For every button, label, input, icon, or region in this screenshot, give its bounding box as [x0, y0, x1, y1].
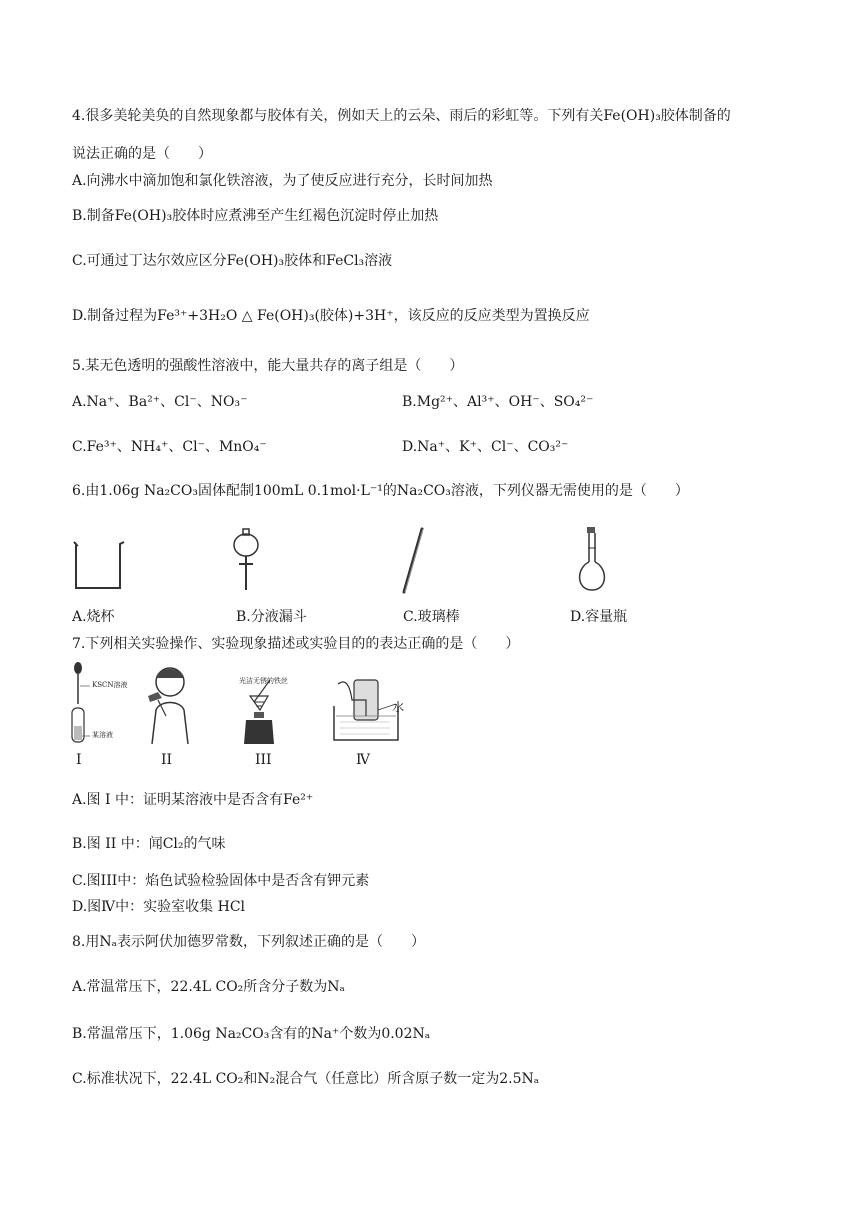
- q7-option-b: B.图 II 中：闻Cl₂的气味: [72, 836, 226, 852]
- q6-label-b: B.分液漏斗: [236, 609, 307, 625]
- q4-option-c: C.可通过丁达尔效应区分Fe(OH)₃胶体和FeCl₃溶液: [72, 253, 393, 269]
- fig-label-3: III: [255, 752, 272, 768]
- q5-option-d: D.Na⁺、K⁺、Cl⁻、CO₃²⁻: [402, 439, 569, 455]
- flame-test-icon: [224, 676, 294, 746]
- q8-option-b: B.常温常压下，1.06g Na₂CO₃含有的Na⁺个数为0.02Nₐ: [72, 1026, 431, 1042]
- fig-label-4: Ⅳ: [356, 752, 370, 768]
- q6-label-c: C.玻璃棒: [403, 609, 460, 625]
- beaker-icon: [70, 538, 126, 594]
- q6-stem: 6.由1.06g Na₂CO₃固体配制100mL 0.1mol·L⁻¹的Na₂CO₃溶液，下列仪器无需使用的是（ ）: [72, 483, 689, 499]
- q7-option-a: A.图 I 中：证明某溶液中是否含有Fe²⁺: [72, 792, 314, 808]
- gas-collection-icon: [330, 676, 420, 746]
- q4-option-b: B.制备Fe(OH)₃胶体时应煮沸至产生红褐色沉淀时停止加热: [72, 208, 439, 224]
- q5-option-c: C.Fe³⁺、NH₄⁺、Cl⁻、MnO₄⁻: [72, 439, 267, 455]
- fig1-kscn-label: KSCN溶液: [92, 681, 128, 689]
- fig1-solution-label: 某溶液: [92, 731, 113, 739]
- q8-option-a: A.常温常压下，22.4L CO₂所含分子数为Nₐ: [72, 979, 345, 995]
- fig-label-1: I: [76, 752, 82, 768]
- glass-rod-icon: [398, 526, 428, 596]
- q6-label-a: A.烧杯: [72, 609, 115, 625]
- q4-stem-line1: 4.很多美轮美奂的自然现象都与胶体有关，例如天上的云朵、雨后的彩虹等。下列有关Fe(OH)₃胶体制备的: [72, 108, 731, 124]
- q6-label-d: D.容量瓶: [570, 609, 628, 625]
- fig-label-2: II: [161, 752, 173, 768]
- q5-option-b: B.Mg²⁺、Al³⁺、OH⁻、SO₄²⁻: [402, 394, 594, 410]
- q4-option-a: A.向沸水中滴加饱和氯化铁溶液，为了使反应进行充分，长时间加热: [72, 173, 493, 189]
- separatory-funnel-icon: [226, 528, 266, 594]
- q7-option-c: C.图III中：焰色试验检验固体中是否含有钾元素: [72, 873, 370, 889]
- q8-option-c: C.标准状况下，22.4L CO₂和N₂混合气（任意比）所含原子数一定为2.5Nₐ: [72, 1071, 540, 1087]
- q5-stem: 5.某无色透明的强酸性溶液中，能大量共存的离子组是（ ）: [72, 358, 464, 374]
- q7-option-d: D.图Ⅳ中：实验室收集 HCl: [72, 899, 246, 915]
- fig3-iron-wire-label: 光洁无锈的铁丝: [239, 677, 288, 685]
- q5-option-a: A.Na⁺、Ba²⁺、Cl⁻、NO₃⁻: [72, 394, 248, 410]
- q8-stem: 8.用Nₐ表示阿伏加德罗常数，下列叙述正确的是（ ）: [72, 934, 426, 950]
- q4-option-d: D.制备过程为Fe³⁺+3H₂O △ Fe(OH)₃(胶体)+3H⁺，该反应的反应类型为置换反应: [72, 308, 590, 324]
- q4-stem-line2: 说法正确的是（ ）: [72, 146, 212, 162]
- person-smelling-icon: [136, 664, 194, 746]
- fig4-water-label: 水: [392, 700, 405, 714]
- q7-stem: 7.下列相关实验操作、实验现象描述或实验目的的表达正确的是（ ）: [72, 636, 520, 652]
- volumetric-flask-icon: [572, 526, 612, 596]
